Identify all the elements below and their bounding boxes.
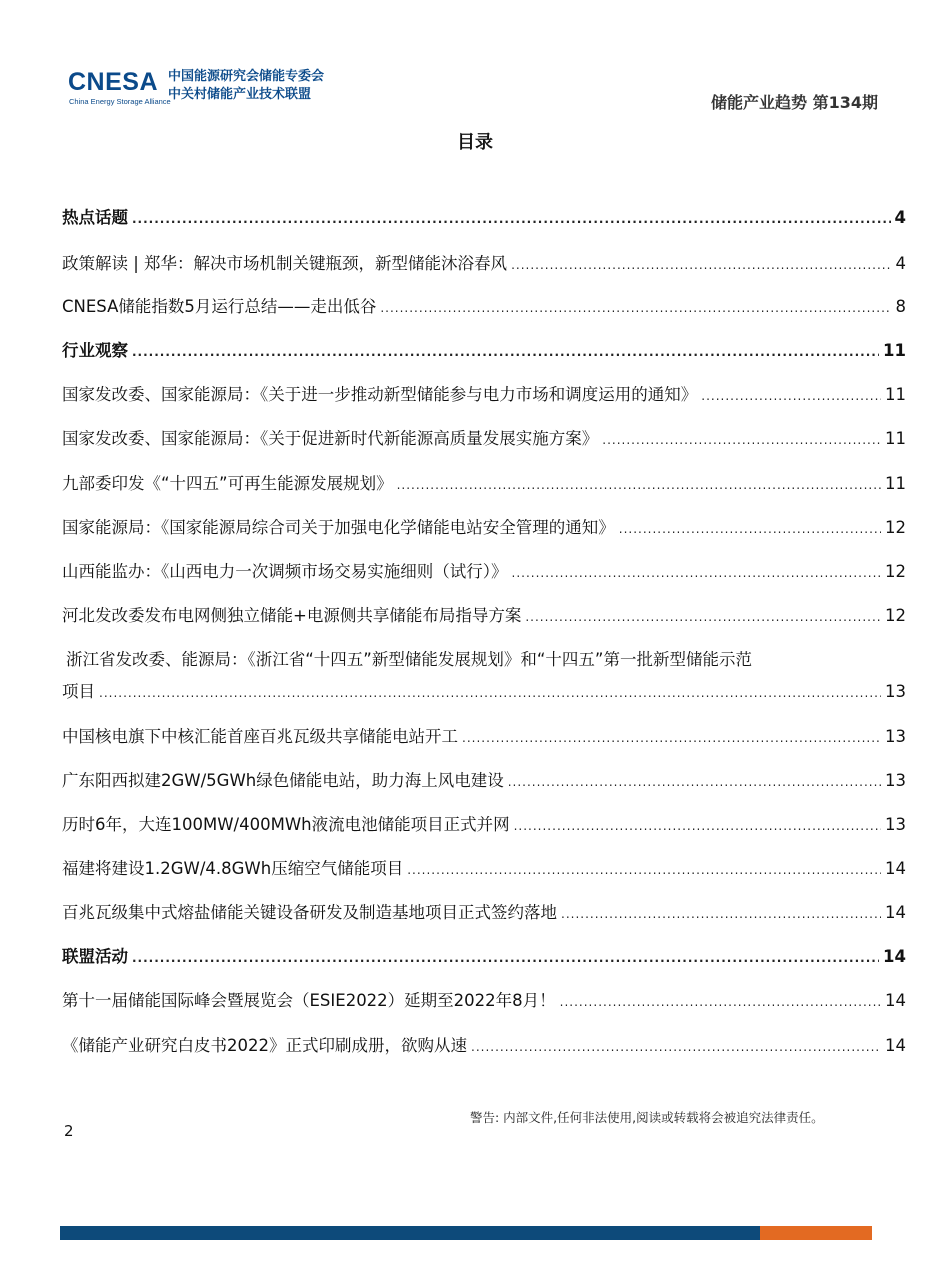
footer-bar-orange <box>760 1226 872 1240</box>
org-name-line2: 中关村储能产业技术联盟 <box>168 87 312 102</box>
toc-entry-page: 11 <box>883 341 906 360</box>
toc-leader-dots <box>132 341 879 363</box>
toc-section-industry-observation[interactable] <box>62 340 906 363</box>
toc-leader-dots <box>511 254 891 276</box>
toc-entry-title: 国家能源局：《国家能源局综合司关于加强电化学储能电站安全管理的通知》 <box>62 518 615 537</box>
logo-subtitle: China Energy Storage Alliance <box>69 97 171 106</box>
toc-entry-page: 8 <box>895 297 906 316</box>
toc-entry-page: 14 <box>885 991 906 1010</box>
toc-entry-title-line1[interactable]: 浙江省发改委、能源局：《浙江省“十四五”新型储能发展规划》和“十四五”第一批新型储能示范 <box>66 650 752 669</box>
toc-entry-page: 12 <box>885 518 906 537</box>
toc-leader-dots <box>397 474 881 496</box>
toc-entry[interactable] <box>62 1035 906 1058</box>
toc-entry-page: 11 <box>885 429 906 448</box>
toc-entry[interactable] <box>62 770 906 793</box>
toc-entry-title: 国家发改委、国家能源局：《关于进一步推动新型储能参与电力市场和调度运用的通知》 <box>62 385 698 404</box>
cnesa-logo <box>68 66 348 110</box>
toc-entry-page: 12 <box>885 606 906 625</box>
toc-title: 目录 <box>457 132 493 153</box>
toc-entry-page: 14 <box>885 1036 906 1055</box>
toc-entry-page: 14 <box>885 903 906 922</box>
toc-entry-title: CNESA储能指数5月运行总结——走出低谷 <box>62 297 377 316</box>
toc-entry-page: 12 <box>885 562 906 581</box>
toc-entry[interactable] <box>62 681 906 704</box>
toc-leader-dots <box>701 385 881 407</box>
toc-leader-dots <box>619 518 881 540</box>
toc-entry[interactable] <box>62 253 906 276</box>
toc-entry[interactable] <box>62 726 906 749</box>
toc-entry[interactable] <box>62 605 906 628</box>
toc-entry[interactable] <box>62 517 906 540</box>
toc-entry-title: 百兆瓦级集中式熔盐储能关键设备研发及制造基地项目正式签约落地 <box>62 903 557 922</box>
toc-entry[interactable] <box>62 814 906 837</box>
toc-leader-dots <box>561 903 881 925</box>
footer-color-bar <box>60 1226 872 1240</box>
toc-entry[interactable] <box>62 902 906 925</box>
toc-leader-dots <box>602 429 881 451</box>
toc-entry-page: 13 <box>885 727 906 746</box>
toc-entry-page: 14 <box>885 859 906 878</box>
toc-leader-dots <box>407 859 881 881</box>
toc-leader-dots <box>380 297 891 319</box>
toc-entry-page: 14 <box>883 947 906 966</box>
issue-title: 储能产业趋势 第134期 <box>711 93 878 112</box>
toc-entry-page: 4 <box>895 254 906 273</box>
toc-entry-title: 第十一届储能国际峰会暨展览会（ESIE2022）延期至2022年8月！ <box>62 991 556 1010</box>
toc-section-hot-topics[interactable] <box>62 207 906 230</box>
toc-entry-title: 广东阳西拟建2GW/5GWh绿色储能电站，助力海上风电建设 <box>62 771 504 790</box>
legal-warning: 警告: 内部文件,任何非法使用,阅读或转载将会被追究法律责任。 <box>470 1110 824 1125</box>
toc-entry-page: 11 <box>885 385 906 404</box>
toc-entry[interactable] <box>62 384 906 407</box>
toc-entry[interactable] <box>62 990 906 1013</box>
page-number: 2 <box>64 1122 74 1140</box>
toc-entry-page: 13 <box>885 815 906 834</box>
toc-leader-dots <box>512 562 882 584</box>
toc-entry[interactable] <box>62 561 906 584</box>
toc-entry-title: 历时6年，大连100MW/400MWh液流电池储能项目正式并网 <box>62 815 510 834</box>
toc-leader-dots <box>132 208 891 230</box>
toc-leader-dots <box>525 606 881 628</box>
toc-leader-dots <box>99 682 881 704</box>
toc-entry-title: 国家发改委、国家能源局：《关于促进新时代新能源高质量发展实施方案》 <box>62 429 599 448</box>
toc-entry-title: 河北发改委发布电网侧独立储能+电源侧共享储能布局指导方案 <box>62 606 522 625</box>
org-name-line1: 中国能源研究会储能专委会 <box>168 69 325 84</box>
logo-wordmark: CNESA <box>68 68 159 96</box>
toc-entry-page: 13 <box>885 682 906 701</box>
toc-entry-page: 13 <box>885 771 906 790</box>
toc-entry-title: 《储能产业研究白皮书2022》正式印刷成册，欲购从速 <box>62 1036 467 1055</box>
toc-entry-title: 热点话题 <box>62 208 128 227</box>
toc-entry-title: 行业观察 <box>62 341 128 360</box>
toc-entry-title-line2: 项目 <box>62 682 95 701</box>
toc-entry[interactable] <box>62 428 906 451</box>
toc-entry-title: 政策解读 | 郑华：解决市场机制关键瓶颈，新型储能沐浴春风 <box>62 254 508 273</box>
toc-entry-title: 联盟活动 <box>62 947 128 966</box>
toc-leader-dots <box>132 947 879 969</box>
toc-entry[interactable] <box>62 858 906 881</box>
toc-entry-title: 福建将建设1.2GW/4.8GWh压缩空气储能项目 <box>62 859 404 878</box>
footer-bar-blue <box>60 1226 760 1240</box>
toc-leader-dots <box>514 815 881 837</box>
toc-leader-dots <box>508 771 881 793</box>
toc-entry[interactable] <box>62 473 906 496</box>
toc-entry-page: 4 <box>894 208 906 227</box>
toc-entry[interactable] <box>62 296 906 319</box>
toc-section-alliance-activities[interactable] <box>62 946 906 969</box>
toc-entry-page: 11 <box>885 474 906 493</box>
toc-leader-dots <box>560 991 881 1013</box>
toc-entry-title: 山西能监办：《山西电力一次调频市场交易实施细则（试行）》 <box>62 562 508 581</box>
toc-leader-dots <box>471 1036 881 1058</box>
toc-leader-dots <box>462 727 881 749</box>
toc-entry-title: 九部委印发《“十四五”可再生能源发展规划》 <box>62 474 393 493</box>
toc-entry-title: 中国核电旗下中核汇能首座百兆瓦级共享储能电站开工 <box>62 727 458 746</box>
